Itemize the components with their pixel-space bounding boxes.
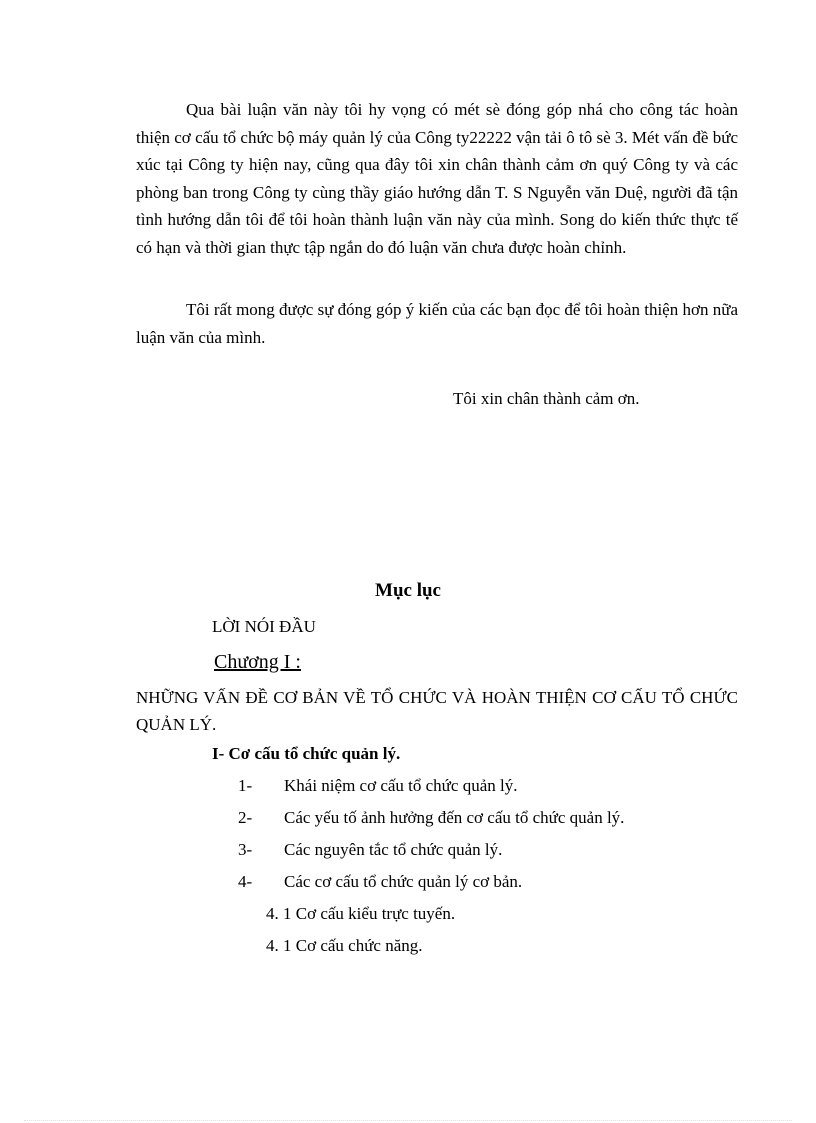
toc-item-number: 1- <box>238 776 253 795</box>
toc-subitem: 4. 1 Cơ cấu kiểu trực tuyến. <box>266 904 456 923</box>
toc-subitem: 4. 1 Cơ cấu chức năng. <box>266 936 423 955</box>
toc-section: I- Cơ cấu tổ chức quản lý. <box>212 744 401 763</box>
toc-preface: LỜI NÓI ĐẦU <box>212 617 316 636</box>
toc-item <box>238 776 517 796</box>
toc-item-text: Khái niệm cơ cấu tổ chức quản lý. <box>284 776 518 795</box>
toc-title: Mục lục <box>375 580 441 601</box>
closing-thanks: Tôi xin chân thành cảm ơn. <box>453 389 640 408</box>
toc-item-number: 4- <box>238 872 253 891</box>
toc-item-text: Các yếu tố ảnh hưởng đến cơ cấu tổ chức quản lý. <box>284 808 625 827</box>
toc-chapter: Chương I : <box>214 651 301 673</box>
toc-item-number: 2- <box>238 808 253 827</box>
body-paragraph: Qua bài luận văn này tôi hy vọng có mét sè đóng góp nhá cho công tác hoàn thiện cơ cấu tổ chức bộ máy quản lý của Công ty22222 vận tải ô tô sè 3. Mét vấn đề bức xúc tại Công ty hiện nay, cũng qua đây tôi xin chân thành cảm ơn quý Công ty và các phòng ban trong Công ty cùng thầy giáo hướng dẫn T. S Nguyễn văn Duệ, người đã tận tình hướng dẫn tôi để tôi hoàn thành luận văn này của mình. Song do kiến thức thực tế có hạn và thời gian thực tập ngắn do đó luận văn chưa được hoàn chỉnh. <box>136 100 738 257</box>
toc-item-text: Các cơ cấu tổ chức quản lý cơ bản. <box>284 872 523 891</box>
body-paragraph: Tôi rất mong được sự đóng góp ý kiến của các bạn đọc để tôi hoàn thiện hơn nữa luận văn của mình. <box>136 300 738 347</box>
page-bottom-rule <box>24 1120 792 1121</box>
toc-item <box>238 808 624 828</box>
toc-chapter-title: NHỮNG VẤN ĐỀ CƠ BẢN VỀ TỔ CHỨC VÀ HOÀN THIỆN CƠ CẤU TỔ CHỨC QUẢN LÝ. <box>136 688 738 734</box>
toc-item-number: 3- <box>238 840 253 859</box>
toc-item <box>238 872 522 892</box>
toc-item <box>238 840 502 860</box>
toc-item-text: Các nguyên tắc tổ chức quản lý. <box>284 840 503 859</box>
